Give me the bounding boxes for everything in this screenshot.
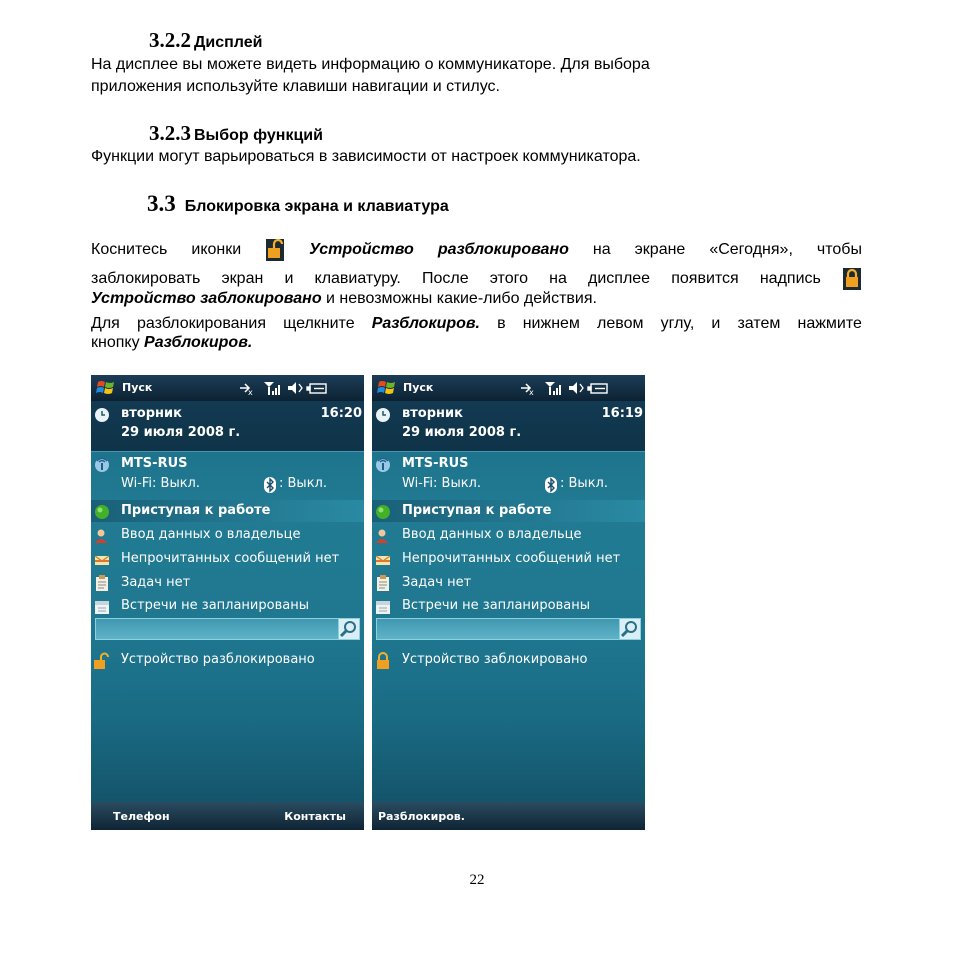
calendar-row[interactable] — [91, 596, 364, 618]
lock-paragraph-line-2 — [91, 267, 862, 291]
bluetooth-icon — [264, 477, 276, 493]
date-label: 29 июля 2008 г. — [121, 425, 241, 440]
word: После — [421, 270, 469, 287]
word: Устройство — [309, 241, 414, 258]
word: левом — [597, 315, 644, 332]
word: чтобы — [816, 241, 862, 258]
word: Коснитесь — [91, 241, 168, 258]
clipboard-icon — [94, 575, 110, 592]
word: углу, — [660, 315, 695, 332]
getting-started-icon — [94, 504, 110, 520]
lock-status-label: Устройство заблокировано — [402, 652, 588, 667]
section-title: Выбор функций — [194, 127, 323, 144]
lock-paragraph-line-4 — [91, 313, 862, 335]
locked-lock-icon[interactable] — [375, 652, 391, 670]
time-label: 16:20 — [320, 406, 362, 421]
word: Разблокиров. — [371, 315, 480, 332]
clock-icon — [375, 407, 391, 423]
wifi-status: Wi-Fi: Выкл. — [121, 476, 201, 491]
status-icons[interactable] — [236, 379, 358, 397]
title-bar — [91, 375, 364, 401]
operator-name: MTS-RUS — [121, 456, 188, 471]
battery-icon — [307, 384, 326, 393]
softkey-bar — [372, 802, 645, 830]
word: экране — [634, 241, 686, 258]
display-paragraph — [91, 54, 650, 98]
date-time-row[interactable] — [372, 401, 645, 451]
getting-started-row[interactable] — [91, 500, 364, 524]
wireless-icon — [375, 457, 391, 473]
text: кнопку — [91, 334, 145, 351]
text: и невозможны какие-либо действия. — [321, 290, 597, 307]
volume-icon — [288, 382, 302, 394]
section-heading-3-2-2 — [149, 28, 262, 53]
search-button[interactable] — [338, 618, 360, 640]
word: и — [711, 315, 721, 332]
bluetooth-icon — [545, 477, 557, 493]
menu-item-label: Задач нет — [402, 575, 472, 590]
envelope-icon — [375, 552, 391, 568]
owner-info-row[interactable] — [91, 524, 364, 548]
word: появится — [671, 270, 739, 287]
menu-item-label: Приступая к работе — [402, 503, 552, 518]
bluetooth-status: : Выкл. — [560, 476, 608, 491]
word: разблокирования — [136, 315, 266, 332]
search-input[interactable] — [376, 618, 620, 640]
start-menu-label[interactable]: Пуск — [122, 381, 153, 394]
svg-text:x: x — [529, 388, 534, 397]
date-label: 29 июля 2008 г. — [402, 425, 522, 440]
word: на — [592, 241, 611, 258]
unlocked-lock-icon — [265, 238, 285, 262]
bold-phrase: Разблокиров. — [144, 334, 253, 351]
word: разблокировано — [437, 241, 569, 258]
section-heading-3-2-3 — [149, 121, 323, 146]
locked-lock-icon — [842, 267, 862, 291]
menu-item-label: Встречи не запланированы — [402, 598, 590, 613]
softkey-right[interactable]: Контакты — [284, 810, 346, 823]
unlocked-lock-icon[interactable] — [93, 652, 111, 670]
bold-phrase: Устройство заблокировано — [91, 290, 322, 307]
word: в — [497, 315, 506, 332]
wireless-icon — [94, 457, 110, 473]
magnifier-icon — [339, 619, 359, 639]
word: иконки — [191, 241, 242, 258]
operator-name: MTS-RUS — [402, 456, 469, 471]
start-menu-label[interactable]: Пуск — [403, 381, 434, 394]
paragraph-line: На дисплее вы можете видеть информацию о коммуникаторе. Для выбора — [91, 56, 650, 73]
lock-paragraph-line-1 — [91, 238, 862, 262]
search-button[interactable] — [619, 618, 641, 640]
getting-started-icon — [375, 504, 391, 520]
getting-started-row[interactable] — [372, 500, 645, 524]
section-number: 3.3 — [147, 191, 176, 216]
clock-icon — [94, 407, 110, 423]
clipboard-icon — [375, 575, 391, 592]
day-label: вторник — [121, 406, 182, 421]
svg-text:x: x — [248, 388, 253, 397]
word: клавиатуру. — [314, 270, 401, 287]
lock-paragraph-line-3 — [91, 290, 862, 312]
menu-item-label: Непрочитанных сообщений нет — [402, 551, 621, 566]
word: заблокировать — [91, 270, 201, 287]
section-number: 3.2.3 — [149, 121, 191, 145]
page-number: 22 — [469, 872, 485, 888]
menu-item-label: Ввод данных о владельце — [402, 527, 582, 542]
lock-status-row[interactable] — [91, 650, 364, 674]
calendar-icon — [94, 599, 110, 615]
word: затем — [737, 315, 781, 332]
word: дисплее — [588, 270, 651, 287]
bluetooth-status: : Выкл. — [279, 476, 327, 491]
section-number: 3.2.2 — [149, 28, 191, 52]
menu-item-label: Непрочитанных сообщений нет — [121, 551, 340, 566]
calendar-icon — [375, 599, 391, 615]
envelope-icon — [94, 552, 110, 568]
signal-icon — [545, 382, 561, 395]
owner-icon — [94, 528, 110, 544]
battery-icon — [588, 384, 607, 393]
word: этого — [489, 270, 528, 287]
section-title: Дисплей — [194, 34, 263, 51]
today-screen-locked — [372, 375, 645, 830]
owner-info-row[interactable] — [372, 524, 645, 548]
paragraph-line: приложения используйте клавиши навигации и стилус. — [91, 78, 500, 95]
lock-status-row[interactable] — [372, 650, 645, 674]
calendar-row[interactable] — [372, 596, 645, 618]
word: нажмите — [797, 315, 862, 332]
word: экран — [221, 270, 264, 287]
today-screen-unlocked — [91, 375, 364, 830]
tasks-row[interactable] — [91, 572, 364, 596]
softkey-left[interactable]: Телефон — [113, 810, 170, 823]
word: надпись — [759, 270, 821, 287]
owner-icon — [375, 528, 391, 544]
section-title: Блокировка экрана и клавиатура — [184, 198, 449, 215]
volume-icon — [569, 382, 583, 394]
menu-item-label: Встречи не запланированы — [121, 598, 309, 613]
signal-icon — [264, 382, 280, 395]
softkey-left[interactable]: Разблокиров. — [378, 810, 465, 823]
date-time-row[interactable] — [91, 401, 364, 451]
search-input[interactable] — [95, 618, 339, 640]
status-icons[interactable] — [517, 379, 639, 397]
menu-item-label: Задач нет — [121, 575, 191, 590]
lock-status-label: Устройство разблокировано — [121, 652, 315, 667]
operator-row[interactable] — [91, 452, 364, 500]
section-heading-3-3 — [147, 191, 449, 217]
connectivity-icon — [521, 384, 534, 397]
softkey-bar — [91, 802, 364, 830]
functions-paragraph: Функции могут варьироваться в зависимости от настроек коммуникатора. — [91, 148, 641, 165]
day-label: вторник — [402, 406, 463, 421]
messages-row[interactable] — [372, 548, 645, 572]
lock-paragraph-line-5 — [91, 334, 862, 356]
magnifier-icon — [620, 619, 640, 639]
word: щелкните — [283, 315, 355, 332]
word: нижнем — [522, 315, 580, 332]
word: Для — [91, 315, 120, 332]
word: на — [549, 270, 567, 287]
title-bar — [372, 375, 645, 401]
menu-item-label: Приступая к работе — [121, 503, 271, 518]
windows-logo-icon[interactable] — [377, 379, 397, 397]
operator-row[interactable] — [372, 452, 645, 500]
wifi-status: Wi-Fi: Выкл. — [402, 476, 482, 491]
messages-row[interactable] — [91, 548, 364, 572]
word: «Сегодня», — [709, 241, 793, 258]
tasks-row[interactable] — [372, 572, 645, 596]
windows-logo-icon[interactable] — [96, 379, 116, 397]
time-label: 16:19 — [601, 406, 643, 421]
menu-item-label: Ввод данных о владельце — [121, 527, 301, 542]
word: и — [284, 270, 294, 287]
connectivity-icon — [240, 384, 253, 397]
